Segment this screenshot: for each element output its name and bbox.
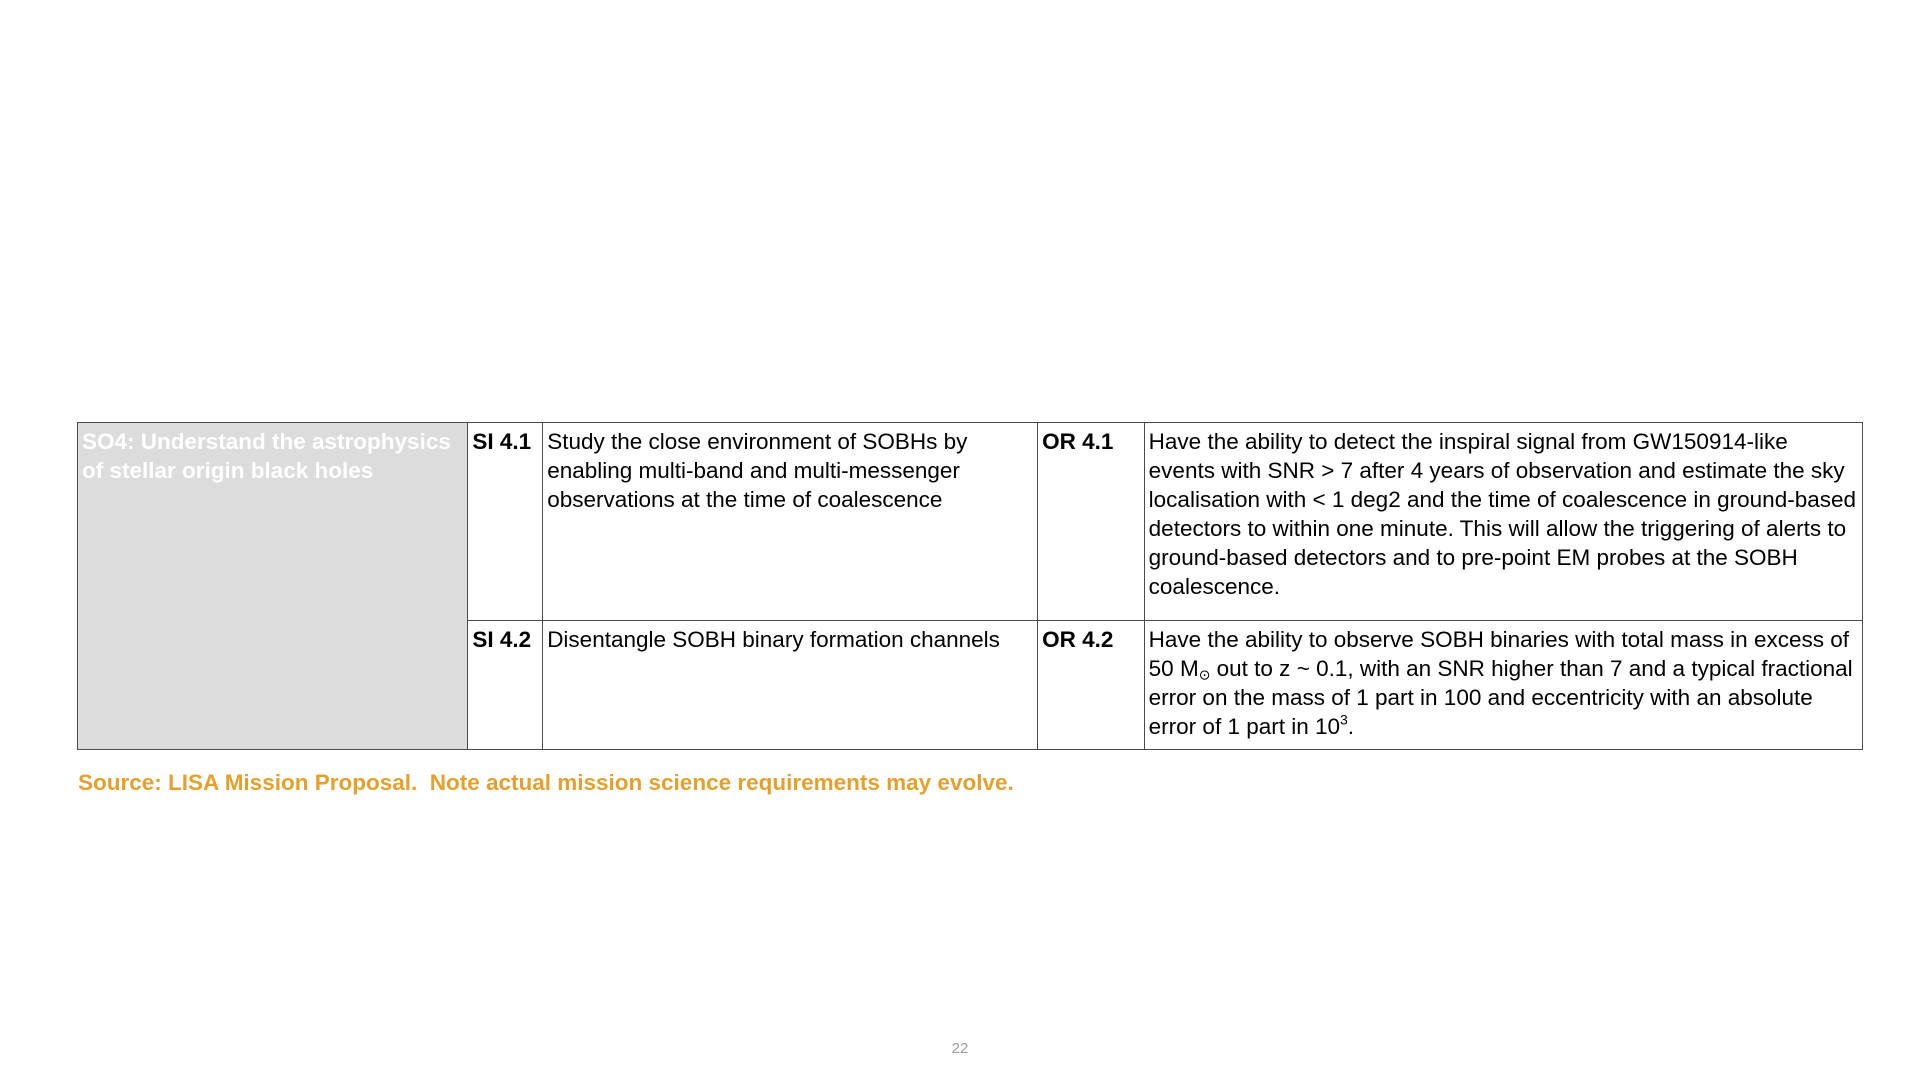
exponent-superscript: 3	[1340, 711, 1348, 728]
requirement-text-part: .	[1347, 714, 1355, 739]
science-investigation-description: Disentangle SOBH binary formation channels	[543, 621, 1038, 750]
science-investigation-code: SI 4.1	[468, 423, 543, 621]
observational-requirement-code: OR 4.2	[1038, 621, 1145, 750]
requirements-table	[77, 422, 1863, 750]
source-note: Source: LISA Mission Proposal. Note actual mission science requirements may evolve.	[78, 770, 1014, 795]
page-number: 22	[951, 1040, 969, 1057]
observational-requirement-code: OR 4.1	[1038, 423, 1145, 621]
solar-mass-subscript: ⊙	[1198, 666, 1211, 683]
observational-requirement-description: Have the ability to detect the inspiral signal from GW150914-like events with SNR > 7 after 4 years of observation and estimate the sky localisation with < 1 deg2 and the time of coalescence in ground-based detectors to within one minute. This will allow the triggering of alerts to ground-based detectors and to pre-point EM probes at the SOBH coalescence.	[1144, 423, 1862, 621]
table-row	[78, 423, 1863, 621]
science-objective-cell: SO4: Understand the astrophysics of stellar origin black holes	[78, 423, 468, 750]
requirement-text-part: Have the ability to observe SOBH binaries with total mass in excess of 50 M	[1148, 627, 1849, 681]
science-investigation-code: SI 4.2	[468, 621, 543, 750]
science-investigation-description: Study the close environment of SOBHs by enabling multi-band and multi-messenger observations at the time of coalescence	[543, 423, 1038, 621]
requirement-text-part: out to z ~ 0.1, with an SNR higher than 7 and a typical fractional error on the mass of 1 part in 100 and eccentricity with an absolute error of 1 part in 10	[1148, 656, 1853, 739]
observational-requirement-description	[1144, 621, 1862, 750]
